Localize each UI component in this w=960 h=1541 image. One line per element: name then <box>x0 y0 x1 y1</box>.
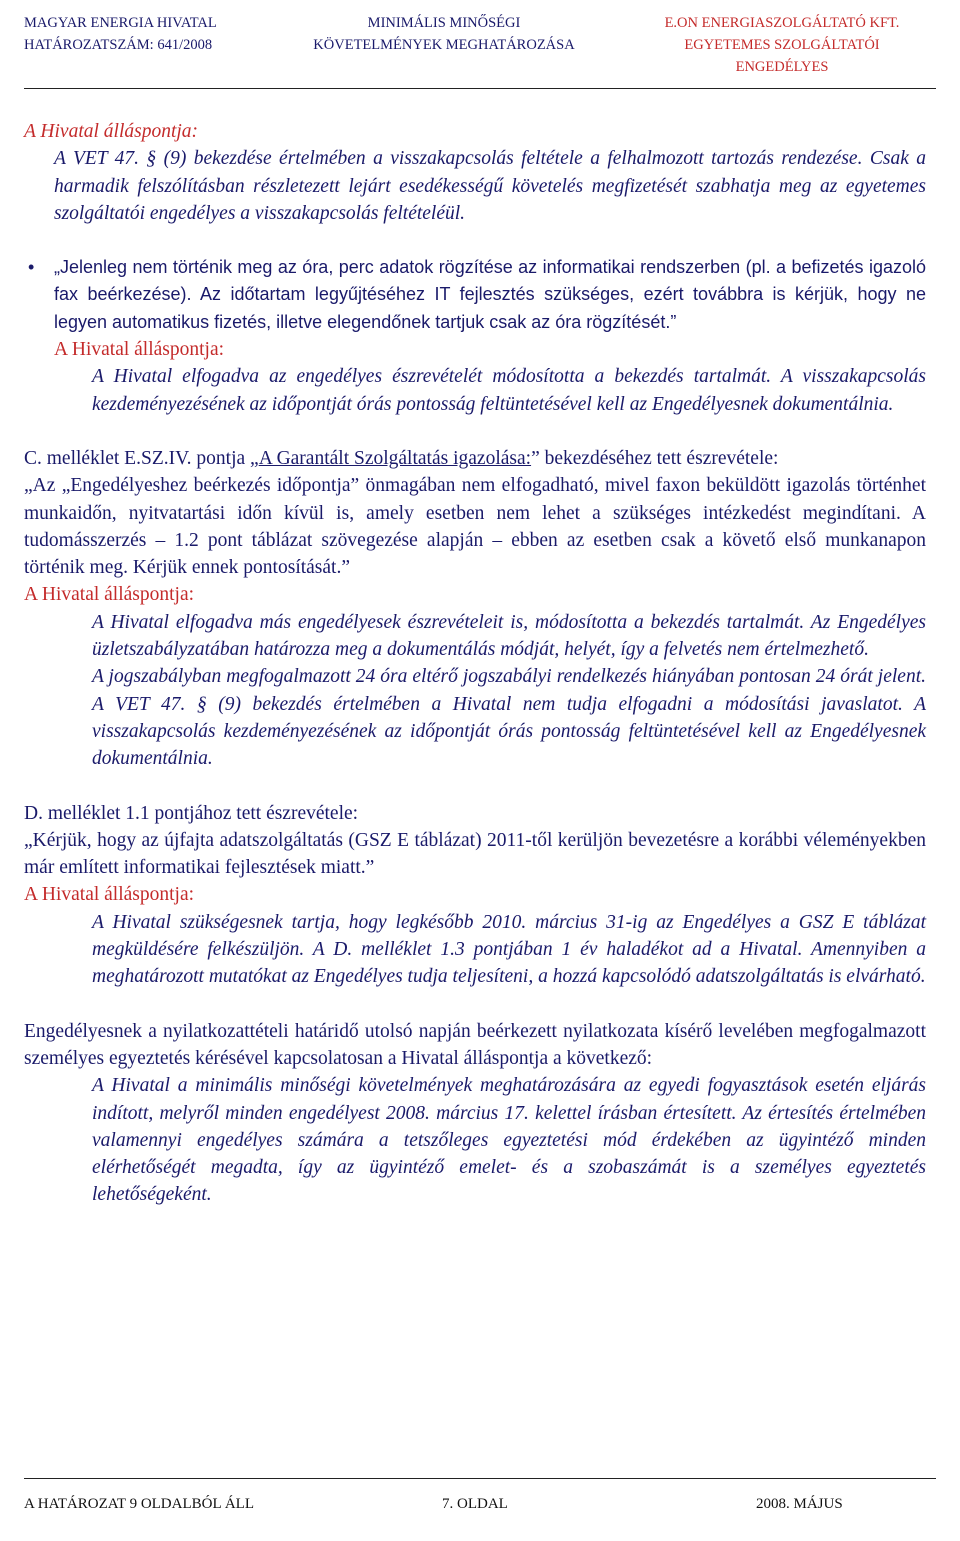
d-annex-intro: D. melléklet 1.1 pontjához tett észrevétele: <box>24 802 359 824</box>
c-annex-intro: C. melléklet E.SZ.IV. pontja „A Garantált Szolgáltatás igazolása:” bekezdéséhez tett észrevétele: <box>24 447 779 469</box>
footer-divider <box>24 1478 936 1479</box>
header-subject-line1: MINIMÁLIS MINŐSÉGI <box>367 15 521 31</box>
footer-date: 2008. MÁJUS <box>756 1496 843 1512</box>
section3-heading: A Hivatal álláspontja: <box>24 584 195 606</box>
section2-text: A Hivatal elfogadva az engedélyes észrevételét módosította a bekezdés tartalmát. A visszakapcsolás kezdeményezésének az időpontját órás pontosság feltüntetésével kell az Engedélyesnek dokumentálnia. <box>92 366 926 415</box>
c-annex-quote: „Az „Engedélyeshez beérkezés időpontja” önmagában nem elfogadható, mivel faxon beküldött igazolás történhet munkaidőn, nyitvatartási időn kívül is, amely esetben nem lehet a szükséges intézkedést megindítani. A tudomásszerzés – 1.2 pont táblázat szövegezése alapján – ebben az esetben csak a követő első munkanapon történik meg. Kérjük ennek pontosítását.” <box>24 475 926 579</box>
section3-text2: A jogszabályban megfogalmazott 24 óra eltérő jogszabályi rendelkezés hiányában pontosan 24 órát jelent. A VET 47. § (9) bekezdés értelmében a Hivatal nem tudja elfogadni a módosítási javaslatot. A visszakapcsolás kezdeményezésének az időpontját órás pontosság feltüntetésével kell az Engedélyesnek dokumentálnia. <box>92 666 926 770</box>
section4-heading: A Hivatal álláspontja: <box>24 884 195 906</box>
d-annex-quote: „Kérjük, hogy az újfajta adatszolgáltatás (GSZ E táblázat) 2011-től kerüljön bevezetésre a korábbi véleményekben már említett informatikai fejlesztések miatt.” <box>24 829 926 879</box>
header-authority: MAGYAR ENERGIA HIVATAL <box>24 15 217 31</box>
header-subject-line2: KÖVETELMÉNYEK MEGHATÁROZÁSA <box>313 37 575 53</box>
section1-heading: A Hivatal álláspontja: <box>24 121 199 142</box>
header-divider <box>24 88 936 89</box>
header-right <box>612 12 952 78</box>
c-annex-title: A Garantált Szolgáltatás igazolása: <box>258 447 532 469</box>
footer-page-count: A HATÁROZAT 9 OLDALBÓL ÁLL <box>24 1496 254 1512</box>
document-body <box>24 118 926 1209</box>
bullet-text: „Jelenleg nem történik meg az óra, perc adatok rögzítése az informatikai rendszerben (pl. a befizetés igazoló fax beérkezése). Az időtartam legyűjtéséhez IT fejlesztés szükséges, ezért továbbra is kérjük, hogy ne legyen automatikus fizetés, illetve elegendőnek tartjuk csak az óra rögzítését.” <box>54 257 926 332</box>
header-middle <box>294 12 594 56</box>
page-header <box>24 6 936 86</box>
section1-text: A VET 47. § (9) bekezdése értelmében a visszakapcsolás feltétele a felhalmozott tartozás rendezése. Csak a harmadik felszólításban részletezett lejárt esedékességű követelés megfizetését szabhatja meg az egyetemes szolgáltatói engedélyes a visszakapcsolás feltételéül. <box>54 148 926 224</box>
e-response: A Hivatal a minimális minőségi követelmények meghatározására az egyedi fogyasztások esetén eljárás indított, melyről minden engedélyest 2008. március 17. kelettel írásban értesített. Az értesítés értelmében valamennyi engedélyes számára a tetszőleges egyeztetési mód érdekében az ügyintéző minden elérhetőségét megadta, így az ügyintéző emelet- és a szobaszámát is a személyes egyeztetés lehetőségeként. <box>92 1075 926 1206</box>
section2-heading: A Hivatal álláspontja: <box>54 339 225 361</box>
e-paragraph: Engedélyesnek a nyilatkozattételi határidő utolsó napján beérkezett nyilatkozata kísérő levelében megfogalmazott személyes egyeztetés kérésével kapcsolatosan a Hivatal álláspontja a következő: <box>24 1020 926 1069</box>
header-licensee-line2: ENGEDÉLYES <box>735 59 829 75</box>
section4-text: A Hivatal szükségesnek tartja, hogy legkésőbb 2010. március 31-ig az Engedélyes a GSZ E táblázat megküldésére felkészüljön. A D. melléklet 1.3 pontjában 1 év haladékot ad a Hivatal. Amennyiben a meghatározott mutatókat az Engedélyes tudja teljesíteni, a hozzá kapcsolódó adatszolgáltatás is elvárható. <box>92 911 926 988</box>
header-company: E.ON ENERGIASZOLGÁLTATÓ KFT. <box>664 15 900 31</box>
header-decision-number: HATÁROZATSZÁM: 641/2008 <box>24 37 213 53</box>
footer-page-number: 7. OLDAL <box>442 1496 508 1512</box>
bullet-item <box>24 254 926 336</box>
header-left <box>24 12 217 56</box>
header-licensee-line1: EGYETEMES SZOLGÁLTATÓI <box>684 37 880 53</box>
section3-text1: A Hivatal elfogadva más engedélyesek észrevételeit is, módosította a bekezdés tartalmát. Az Engedélyes üzletszabályzatában határozza meg a dokumentálás módját, helyét, így a felvetés nem értelmezhető. <box>92 611 926 661</box>
bullet-icon: • <box>28 257 35 278</box>
